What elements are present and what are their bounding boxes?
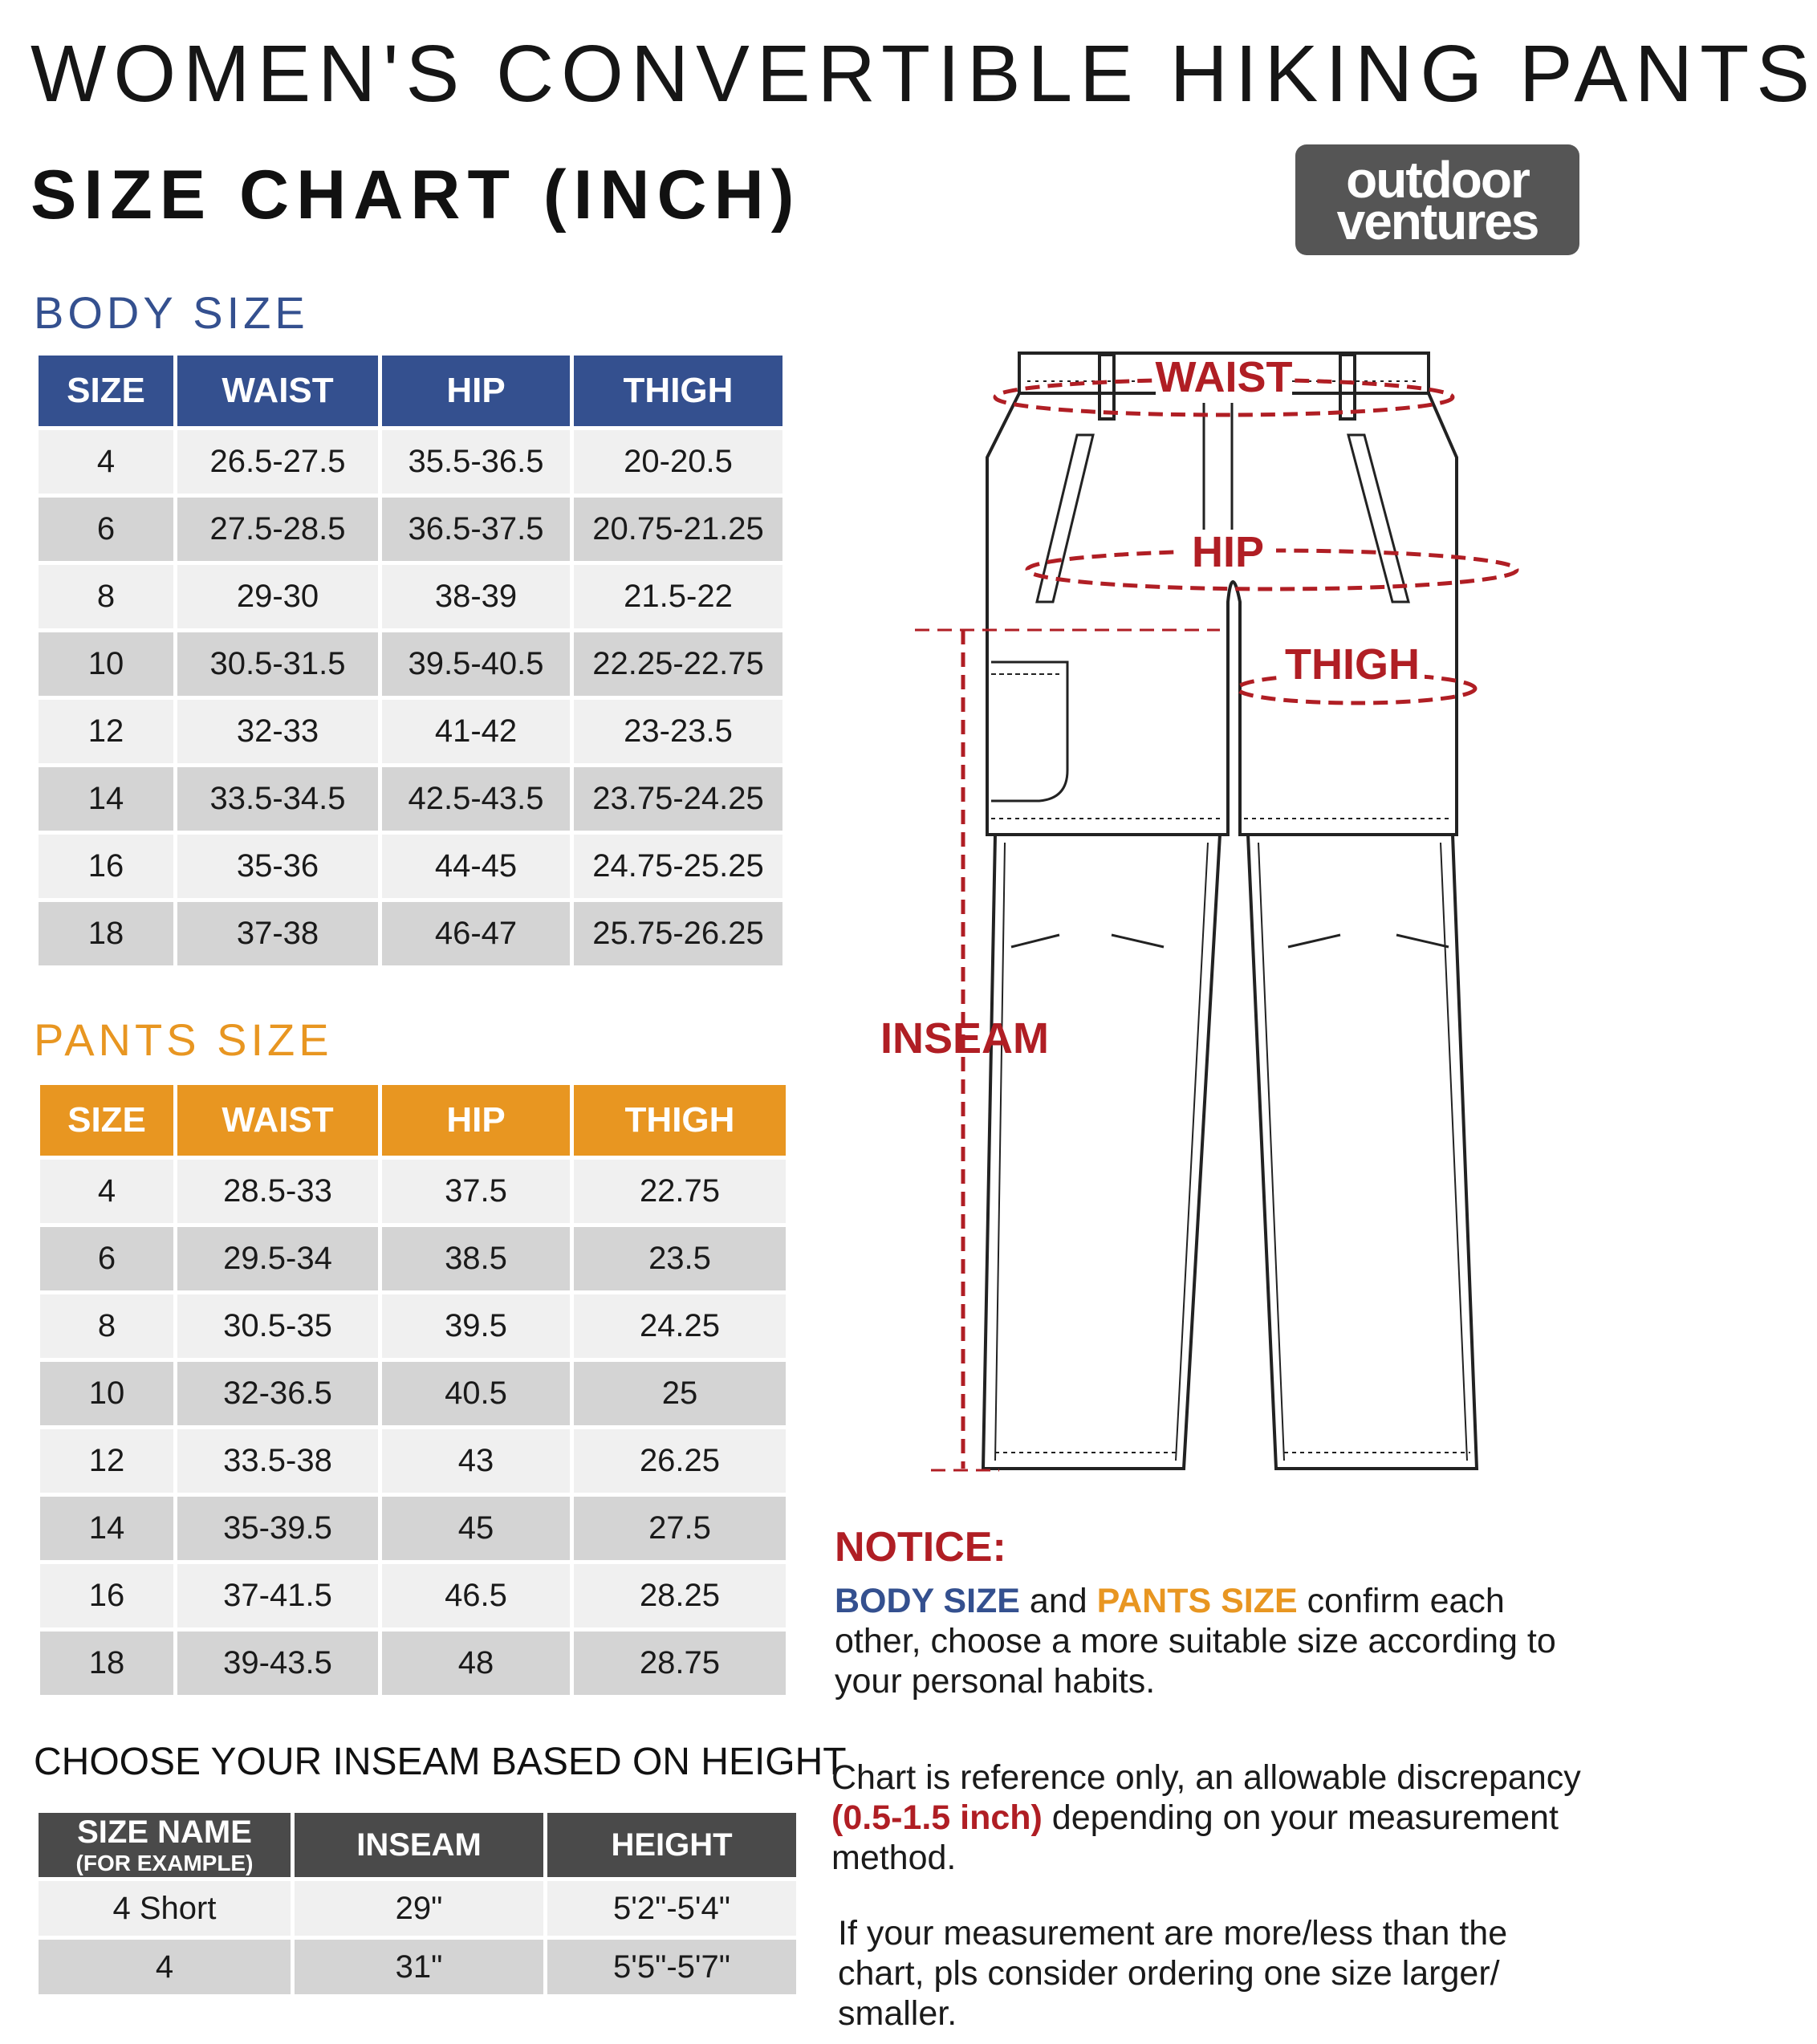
table-row [39, 632, 782, 696]
table-cell: 24.75-25.25 [574, 835, 782, 898]
table-cell: 29" [295, 1881, 543, 1936]
table-row [39, 565, 782, 628]
table-row [39, 700, 782, 763]
size-name-header: SIZE NAME [77, 1814, 252, 1850]
table-cell: 30.5-31.5 [177, 632, 378, 696]
table-cell: 6 [40, 1227, 173, 1290]
pants-upper-outline [987, 393, 1457, 835]
table-cell: 44-45 [382, 835, 570, 898]
table-cell: 27.5 [574, 1497, 786, 1560]
notice-p1-rest: confirm each other, choose a more suitable size according to your personal habits. [835, 1582, 1556, 1701]
table-cell: 32-36.5 [177, 1362, 378, 1425]
table-cell: 18 [40, 1632, 173, 1695]
table-cell: 4 Short [39, 1881, 291, 1936]
table-cell: 37.5 [382, 1160, 570, 1223]
table-row [39, 835, 782, 898]
table-row [39, 767, 782, 831]
brand-logo [1295, 144, 1579, 255]
table-cell: 10 [40, 1362, 173, 1425]
column-header: HIP [382, 1085, 570, 1156]
table-cell: 37-38 [177, 902, 378, 965]
table-cell: 39.5 [382, 1294, 570, 1358]
table-cell: 33.5-38 [177, 1429, 378, 1493]
table-cell: 23-23.5 [574, 700, 782, 763]
leg-inner-seams [995, 843, 1467, 1461]
table-cell: 23.75-24.25 [574, 767, 782, 831]
table-cell: 40.5 [382, 1362, 570, 1425]
table-row [39, 1940, 796, 1994]
thigh-label: THIGH [1285, 640, 1420, 689]
inseam-label: INSEAM [880, 1014, 1050, 1063]
pants-size-table [36, 1081, 790, 1699]
table-cell: 24.25 [574, 1294, 786, 1358]
table-cell: 46.5 [382, 1564, 570, 1627]
inseam-table [35, 1809, 800, 1998]
table-cell: 10 [39, 632, 173, 696]
table-cell: 27.5-28.5 [177, 498, 378, 561]
right-zip-pocket [1348, 435, 1408, 602]
table-cell: 38.5 [382, 1227, 570, 1290]
table-cell: 4 [39, 430, 173, 494]
table-cell: 6 [39, 498, 173, 561]
column-header: WAIST [177, 1085, 378, 1156]
table-cell: 12 [39, 700, 173, 763]
table-cell: 26.25 [574, 1429, 786, 1493]
notice-heading: NOTICE: [835, 1524, 1006, 1571]
table-cell: 8 [40, 1294, 173, 1358]
table-cell: 4 [39, 1940, 291, 1994]
pants-size-title: PANTS SIZE [34, 1014, 333, 1065]
table-row [40, 1227, 786, 1290]
table-cell: 14 [40, 1497, 173, 1560]
right-leg-outline [1248, 835, 1477, 1469]
knee-darts [1011, 935, 1449, 947]
table-cell: 28.5-33 [177, 1160, 378, 1223]
table-cell: 41-42 [382, 700, 570, 763]
table-cell: 43 [382, 1429, 570, 1493]
table-cell: 25 [574, 1362, 786, 1425]
page-subtitle: SIZE CHART (INCH) [30, 156, 802, 234]
table-cell: 48 [382, 1632, 570, 1695]
table-header-row [40, 1085, 786, 1156]
notice-paragraph-3: If your measurement are more/less than the chart, pls consider ordering one size larger/ smaller. [838, 1914, 1508, 2033]
table-row [40, 1564, 786, 1627]
logo-line1: outdoor [1346, 151, 1529, 209]
table-cell: 38-39 [382, 565, 570, 628]
table-cell: 26.5-27.5 [177, 430, 378, 494]
table-row [39, 902, 782, 965]
table-cell: 35-39.5 [177, 1497, 378, 1560]
table-cell: 29-30 [177, 565, 378, 628]
table-cell: 29.5-34 [177, 1227, 378, 1290]
table-cell: 35.5-36.5 [382, 430, 570, 494]
column-header: SIZE [40, 1085, 173, 1156]
table-cell: 46-47 [382, 902, 570, 965]
inseam-title: CHOOSE YOUR INSEAM BASED ON HEIGHT [34, 1741, 847, 1783]
table-cell: 37-41.5 [177, 1564, 378, 1627]
table-row [39, 430, 782, 494]
left-leg-outline [983, 835, 1220, 1469]
hip-label: HIP [1191, 528, 1265, 576]
logo-line2: ventures [1336, 193, 1539, 250]
table-cell: 28.75 [574, 1632, 786, 1695]
table-cell: 20-20.5 [574, 430, 782, 494]
column-header: HIP [382, 356, 570, 426]
size-name-note: (FOR EXAMPLE) [75, 1850, 254, 1875]
table-cell: 39.5-40.5 [382, 632, 570, 696]
table-row [40, 1632, 786, 1695]
belt-loop-right [1340, 355, 1355, 419]
table-row [40, 1160, 786, 1223]
table-row [39, 1881, 796, 1936]
column-header: WAIST [177, 356, 378, 426]
table-row [40, 1294, 786, 1358]
notice-p2-range: (0.5-1.5 inch) [831, 1798, 1043, 1837]
table-cell: 22.25-22.75 [574, 632, 782, 696]
notice-paragraph-1 [835, 1581, 1597, 1701]
table-cell: 8 [39, 565, 173, 628]
column-header: HEIGHT [547, 1813, 796, 1877]
belt-loop-left [1100, 355, 1114, 419]
table-header-row [39, 356, 782, 426]
table-row [40, 1497, 786, 1560]
body-size-title: BODY SIZE [34, 287, 309, 338]
table-header-row [39, 1813, 796, 1877]
column-header: SIZE [39, 356, 173, 426]
notice-pants-size: PANTS SIZE [1096, 1582, 1298, 1620]
table-cell: 5'5"-5'7" [547, 1940, 796, 1994]
column-header: INSEAM [295, 1813, 543, 1877]
table-cell: 25.75-26.25 [574, 902, 782, 965]
table-cell: 32-33 [177, 700, 378, 763]
table-cell: 23.5 [574, 1227, 786, 1290]
notice-paragraph-2 [831, 1758, 1594, 1878]
body-size-table [35, 352, 787, 969]
notice-p2-start: Chart is reference only, an allowable discrepancy [831, 1758, 1581, 1797]
table-cell: 4 [40, 1160, 173, 1223]
page-title: WOMEN'S CONVERTIBLE HIKING PANTS [30, 29, 1817, 119]
table-cell: 21.5-22 [574, 565, 782, 628]
pants-diagram [867, 337, 1509, 1485]
table-row [40, 1429, 786, 1493]
table-cell: 16 [39, 835, 173, 898]
table-cell: 30.5-35 [177, 1294, 378, 1358]
table-cell: 39-43.5 [177, 1632, 378, 1695]
table-cell: 20.75-21.25 [574, 498, 782, 561]
table-cell: 5'2"-5'4" [547, 1881, 796, 1936]
notice-body-size: BODY SIZE [835, 1582, 1020, 1620]
table-row [40, 1362, 786, 1425]
table-cell: 45 [382, 1497, 570, 1560]
table-cell: 18 [39, 902, 173, 965]
table-cell: 14 [39, 767, 173, 831]
table-cell: 33.5-34.5 [177, 767, 378, 831]
notice-and: and [1019, 1582, 1097, 1620]
column-header: THIGH [574, 356, 782, 426]
table-cell: 42.5-43.5 [382, 767, 570, 831]
table-cell: 28.25 [574, 1564, 786, 1627]
column-header [39, 1813, 291, 1877]
table-cell: 16 [40, 1564, 173, 1627]
table-row [39, 498, 782, 561]
table-cell: 35-36 [177, 835, 378, 898]
column-header: THIGH [574, 1085, 786, 1156]
table-cell: 31" [295, 1940, 543, 1994]
waist-label: WAIST [1155, 353, 1293, 401]
table-cell: 22.75 [574, 1160, 786, 1223]
table-cell: 36.5-37.5 [382, 498, 570, 561]
cargo-pocket [991, 662, 1067, 801]
notice-p2-end: depending on your measurement method. [831, 1798, 1559, 1877]
table-cell: 12 [40, 1429, 173, 1493]
